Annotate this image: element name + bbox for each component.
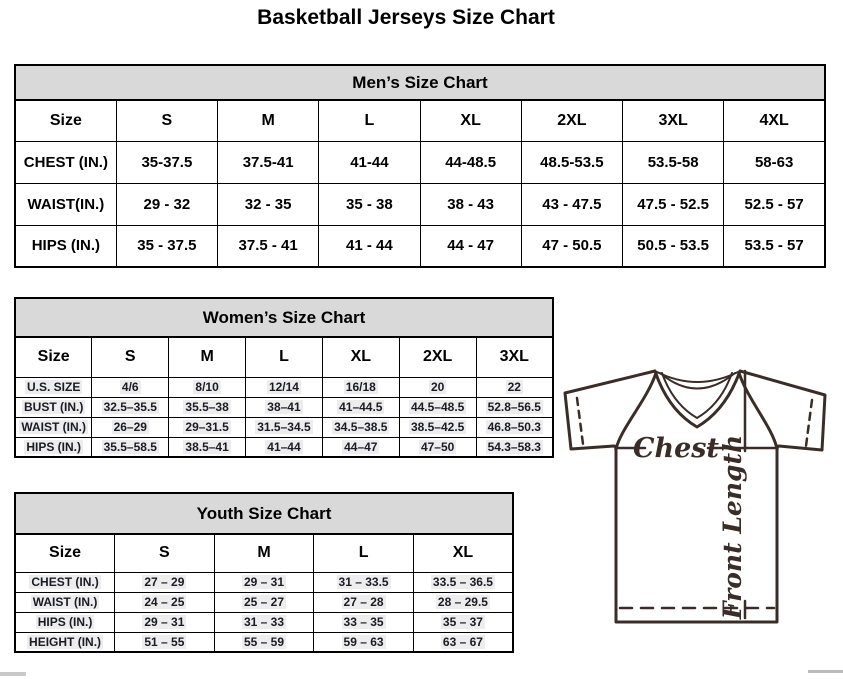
size-value-cell: 34.5–38.5	[322, 417, 399, 437]
column-header: XL	[322, 337, 399, 377]
jersey-measurement-diagram	[550, 358, 843, 650]
size-value-cell: 26–29	[92, 417, 169, 437]
size-value-cell: 31 – 33.5	[314, 572, 414, 592]
size-value-cell: 35 - 37.5	[116, 225, 217, 267]
table-row	[15, 397, 553, 417]
column-header: Size	[15, 100, 116, 141]
size-value-cell: 47 - 50.5	[521, 225, 622, 267]
size-value-cell: 55 – 59	[214, 632, 314, 652]
size-value-cell: 35.5–38	[169, 397, 246, 417]
row-label: HIPS (IN.)	[15, 612, 115, 632]
size-value-cell: 52.5 - 57	[724, 183, 825, 225]
size-value-cell: 54.3–58.3	[476, 437, 553, 457]
youth-section-header	[15, 493, 513, 534]
chest-label: Chest	[633, 433, 719, 464]
row-label: BUST (IN.)	[15, 397, 92, 417]
size-value-cell: 51 – 55	[115, 632, 215, 652]
size-value-cell: 35 - 38	[319, 183, 420, 225]
size-value-cell: 37.5 - 41	[218, 225, 319, 267]
size-value-cell: 48.5-53.5	[521, 141, 622, 183]
size-value-cell: 32 - 35	[218, 183, 319, 225]
size-value-cell: 41–44	[246, 437, 323, 457]
row-label: WAIST (IN.)	[15, 417, 92, 437]
table-row	[15, 632, 513, 652]
size-value-cell: 22	[476, 377, 553, 397]
size-value-cell: 25 – 27	[214, 592, 314, 612]
column-header: Size	[15, 534, 115, 572]
size-value-cell: 8/10	[169, 377, 246, 397]
size-value-cell: 27 – 28	[314, 592, 414, 612]
row-label: CHEST (IN.)	[15, 141, 116, 183]
column-header: XL	[413, 534, 513, 572]
row-label: HIPS (IN.)	[15, 225, 116, 267]
table-row	[15, 377, 553, 397]
scrollbar-fragment-left[interactable]	[0, 672, 26, 676]
table-row	[15, 592, 513, 612]
column-header: Size	[15, 337, 92, 377]
size-value-cell: 38 - 43	[420, 183, 521, 225]
size-value-cell: 29 - 32	[116, 183, 217, 225]
size-value-cell: 47–50	[399, 437, 476, 457]
womens-size-table	[14, 297, 554, 458]
column-header: M	[218, 100, 319, 141]
size-value-cell: 16/18	[322, 377, 399, 397]
size-value-cell: 35.5–58.5	[92, 437, 169, 457]
table-row	[15, 572, 513, 592]
size-value-cell: 31 – 33	[214, 612, 314, 632]
size-value-cell: 52.8–56.5	[476, 397, 553, 417]
table-row	[15, 437, 553, 457]
column-header: 3XL	[476, 337, 553, 377]
size-value-cell: 44 - 47	[420, 225, 521, 267]
size-value-cell: 44–47	[322, 437, 399, 457]
size-value-cell: 44.5–48.5	[399, 397, 476, 417]
column-header: S	[115, 534, 215, 572]
size-value-cell: 53.5 - 57	[724, 225, 825, 267]
size-value-cell: 29 – 31	[214, 572, 314, 592]
size-value-cell: 41–44.5	[322, 397, 399, 417]
mens-section-title: Men’s Size Chart	[15, 65, 825, 100]
size-value-cell: 47.5 - 52.5	[623, 183, 724, 225]
column-header: M	[214, 534, 314, 572]
table-row	[15, 141, 825, 183]
size-value-cell: 41-44	[319, 141, 420, 183]
size-value-cell: 31.5–34.5	[246, 417, 323, 437]
size-value-cell: 12/14	[246, 377, 323, 397]
row-label: CHEST (IN.)	[15, 572, 115, 592]
size-value-cell: 41 - 44	[319, 225, 420, 267]
column-header: 4XL	[724, 100, 825, 141]
scrollbar-fragment-right[interactable]	[808, 670, 843, 673]
row-label: HIPS (IN.)	[15, 437, 92, 457]
womens-section-title: Women’s Size Chart	[15, 298, 553, 337]
row-label: HEIGHT (IN.)	[15, 632, 115, 652]
size-value-cell: 37.5-41	[218, 141, 319, 183]
size-value-cell: 46.8–50.3	[476, 417, 553, 437]
size-value-cell: 28 – 29.5	[413, 592, 513, 612]
youth-section-title: Youth Size Chart	[15, 493, 513, 534]
size-value-cell: 38.5–41	[169, 437, 246, 457]
column-header: 2XL	[399, 337, 476, 377]
column-header: XL	[420, 100, 521, 141]
row-label: WAIST(IN.)	[15, 183, 116, 225]
size-value-cell: 50.5 - 53.5	[623, 225, 724, 267]
size-value-cell: 35 – 37	[413, 612, 513, 632]
size-value-cell: 43 - 47.5	[521, 183, 622, 225]
size-value-cell: 63 – 67	[413, 632, 513, 652]
column-header: L	[319, 100, 420, 141]
size-value-cell: 24 – 25	[115, 592, 215, 612]
column-header: S	[92, 337, 169, 377]
size-value-cell: 58-63	[724, 141, 825, 183]
mens-section-header	[15, 65, 825, 100]
size-value-cell: 38–41	[246, 397, 323, 417]
mens-column-header-row	[15, 100, 825, 141]
size-value-cell: 35-37.5	[116, 141, 217, 183]
jersey-icon	[550, 358, 843, 650]
size-value-cell: 33 – 35	[314, 612, 414, 632]
column-header: M	[169, 337, 246, 377]
size-value-cell: 29 – 31	[115, 612, 215, 632]
size-value-cell: 33.5 – 36.5	[413, 572, 513, 592]
table-row	[15, 183, 825, 225]
size-value-cell: 53.5-58	[623, 141, 724, 183]
size-value-cell: 20	[399, 377, 476, 397]
size-value-cell: 38.5–42.5	[399, 417, 476, 437]
column-header: 2XL	[521, 100, 622, 141]
table-row	[15, 225, 825, 267]
youth-size-table	[14, 492, 514, 653]
size-value-cell: 59 – 63	[314, 632, 414, 652]
column-header: S	[116, 100, 217, 141]
row-label: U.S. SIZE	[15, 377, 92, 397]
page-title: Basketball Jerseys Size Chart	[257, 6, 555, 29]
size-value-cell: 27 – 29	[115, 572, 215, 592]
table-row	[15, 612, 513, 632]
column-header: L	[246, 337, 323, 377]
womens-section-header	[15, 298, 553, 337]
front-length-label: Front Length	[718, 434, 747, 620]
size-value-cell: 29–31.5	[169, 417, 246, 437]
table-row	[15, 417, 553, 437]
size-value-cell: 32.5–35.5	[92, 397, 169, 417]
mens-size-table	[14, 64, 826, 268]
column-header: L	[314, 534, 414, 572]
size-value-cell: 4/6	[92, 377, 169, 397]
column-header: 3XL	[623, 100, 724, 141]
size-value-cell: 44-48.5	[420, 141, 521, 183]
row-label: WAIST (IN.)	[15, 592, 115, 612]
youth-column-header-row	[15, 534, 513, 572]
womens-column-header-row	[15, 337, 553, 377]
